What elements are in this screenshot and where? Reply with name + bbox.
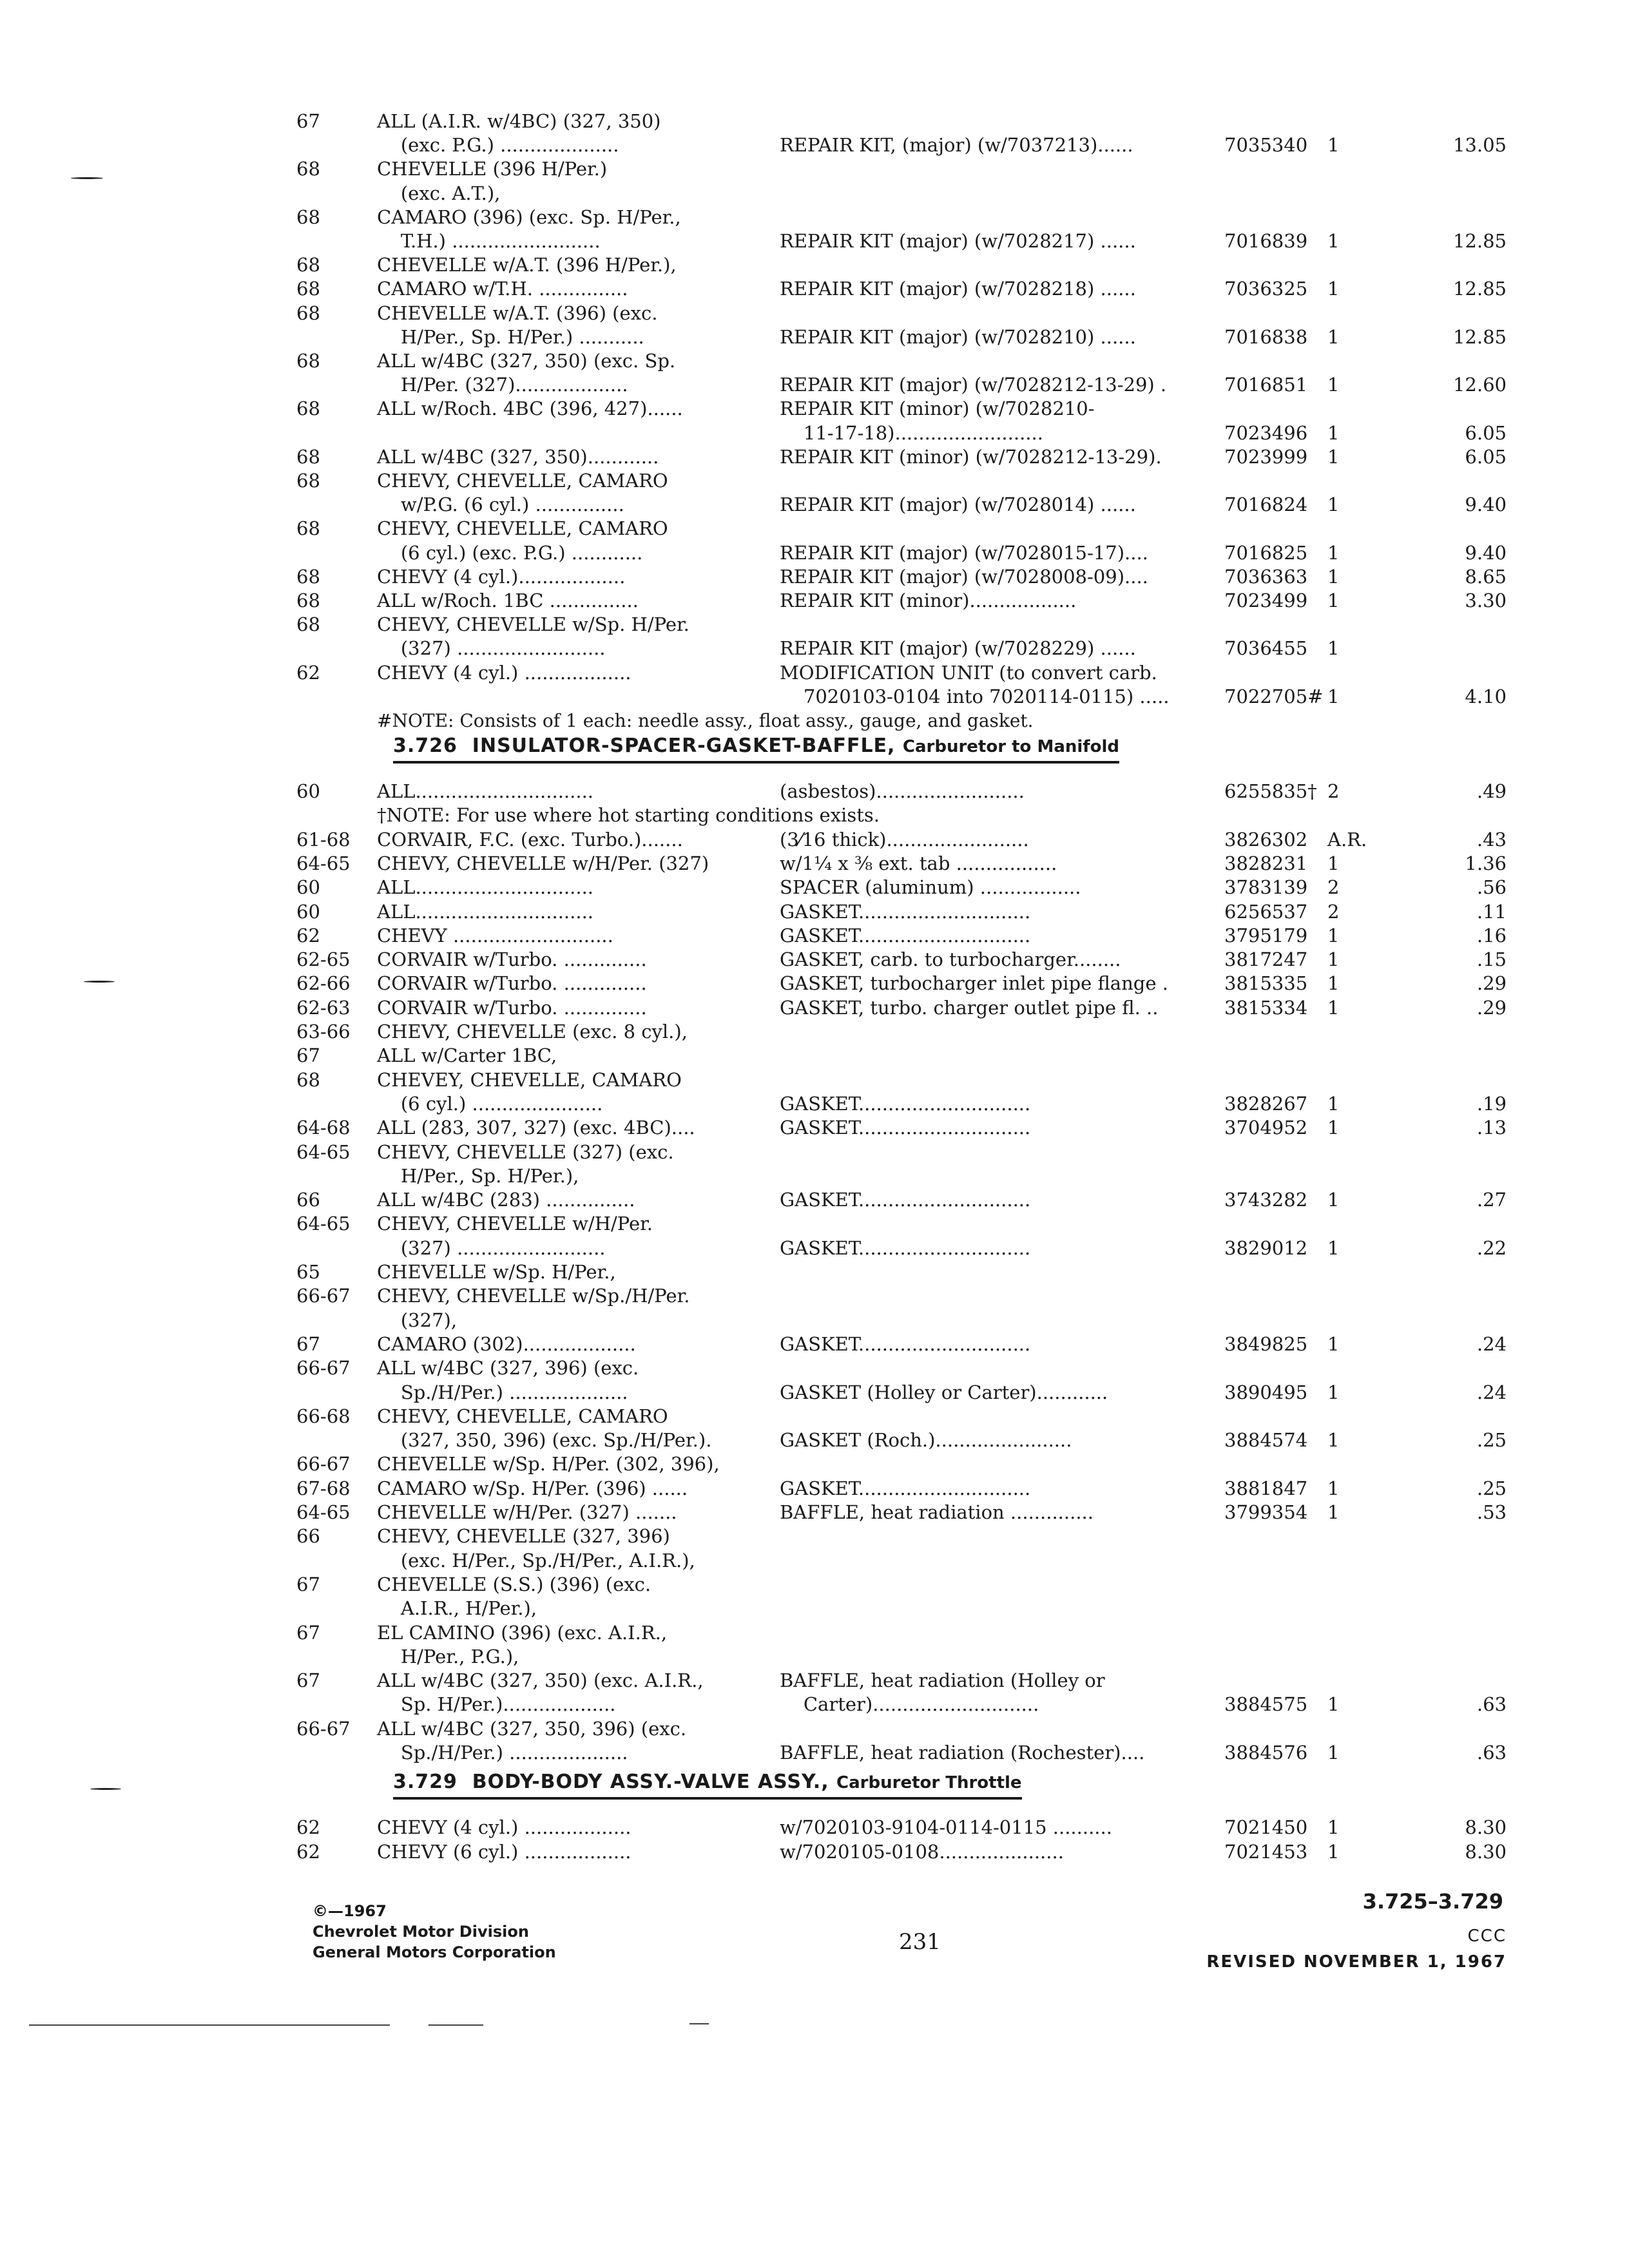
model-year: 62 — [296, 1841, 320, 1863]
part-number: 3704952 — [1224, 1117, 1308, 1139]
part-description: GASKET............................. — [780, 900, 1031, 923]
list-price: 6.05 — [1465, 421, 1507, 444]
code: CCC — [1467, 1927, 1507, 1946]
part-description: REPAIR KIT (major) (w/7028229) ...... — [780, 637, 1136, 660]
model-year: 61-68 — [296, 828, 351, 850]
part-number: 3890495 — [1224, 1381, 1308, 1403]
application: CAMARO w/Sp. H/Per. (396) ...... — [377, 1477, 688, 1499]
part-description: REPAIR KIT (major) (w/7028218) ...... — [780, 278, 1136, 300]
quantity: 1 — [1327, 852, 1340, 874]
model-year: 68 — [296, 613, 320, 636]
application: ALL.............................. — [377, 780, 594, 802]
model-year: 67-68 — [296, 1477, 351, 1499]
list-price: .22 — [1476, 1236, 1507, 1259]
list-price: .11 — [1476, 900, 1507, 923]
part-number: 3795179 — [1224, 924, 1308, 947]
quantity: 1 — [1327, 230, 1340, 252]
model-year: 62-65 — [296, 948, 351, 971]
list-price: 9.40 — [1465, 494, 1507, 516]
part-number: 3828231 — [1224, 852, 1308, 874]
application: CHEVY, CHEVELLE, CAMARO — [377, 470, 668, 492]
quantity: 1 — [1327, 278, 1340, 300]
application: CHEVELLE w/A.T. (396) (exc. — [377, 302, 658, 324]
quantity: 1 — [1327, 590, 1340, 611]
part-number: 7016851 — [1224, 374, 1308, 396]
list-price: .13 — [1476, 1117, 1507, 1139]
application: Sp./H/Per.) .................... — [377, 1742, 628, 1763]
part-description: REPAIR KIT (major) (w/7028014) ...... — [780, 494, 1136, 516]
model-year: 68 — [296, 590, 320, 611]
part-number: 7021453 — [1224, 1841, 1308, 1863]
application: EL CAMINO (396) (exc. A.I.R., — [377, 1621, 668, 1644]
part-number: 3829012 — [1224, 1236, 1308, 1259]
model-year: 62 — [296, 661, 320, 684]
model-year: 68 — [296, 398, 320, 420]
model-year: 60 — [296, 876, 320, 899]
quantity: 1 — [1327, 1816, 1340, 1838]
quantity: 1 — [1327, 1092, 1340, 1115]
quantity: 1 — [1327, 445, 1340, 468]
part-number: 7036325 — [1224, 278, 1308, 300]
part-number: 7023999 — [1224, 445, 1308, 468]
application: w/P.G. (6 cyl.) ............... — [377, 494, 624, 516]
part-description: 7020103-0104 into 7020114-0115) ..... — [780, 685, 1170, 707]
model-year: 67 — [296, 1044, 320, 1067]
model-year: 66-67 — [296, 1285, 351, 1307]
part-description: GASKET............................. — [780, 1477, 1031, 1499]
part-number: 3828267 — [1224, 1092, 1308, 1115]
part-description: REPAIR KIT (major) (w/7028210) ...... — [780, 325, 1136, 348]
part-number: 7036455 — [1224, 637, 1308, 660]
quantity: 1 — [1327, 494, 1340, 516]
corporation-name: General Motors Corporation — [313, 1943, 556, 1961]
model-year: 68 — [296, 158, 320, 180]
model-year: 63-66 — [296, 1021, 351, 1043]
model-year: 64-65 — [296, 1140, 351, 1163]
model-year: 66 — [296, 1189, 320, 1211]
list-price: .29 — [1476, 996, 1507, 1019]
list-price: 12.85 — [1452, 230, 1507, 252]
part-description: SPACER (aluminum) ................. — [780, 876, 1081, 899]
model-year: 68 — [296, 206, 320, 228]
model-year: 64-65 — [296, 1213, 351, 1235]
application: (327) ......................... — [377, 637, 606, 660]
model-year: 67 — [296, 1332, 320, 1355]
application: CHEVY (4 cyl.) .................. — [377, 661, 631, 684]
part-description: REPAIR KIT (major) (w/7028008-09).... — [780, 565, 1148, 588]
part-description: w/1¼ x ⅜ ext. tab ................. — [780, 852, 1057, 874]
part-number: 3884576 — [1224, 1742, 1308, 1763]
application: (327, 350, 396) (exc. Sp./H/Per.). — [377, 1429, 712, 1452]
model-year: 64-65 — [296, 1501, 351, 1523]
scan-edge-line — [689, 2023, 709, 2024]
application: H/Per. (327)................... — [377, 374, 628, 396]
list-price: 12.60 — [1452, 374, 1507, 396]
copyright: ©—1967 — [313, 1902, 387, 1920]
model-year: 64-68 — [296, 1117, 351, 1139]
section-number: 3.726 — [393, 735, 458, 757]
part-number: 3826302 — [1224, 828, 1308, 850]
application: ALL w/4BC (327, 350) (exc. A.I.R., — [377, 1669, 704, 1692]
application: CHEVY, CHEVELLE, CAMARO — [377, 517, 668, 540]
scan-edge-line — [29, 2024, 390, 2026]
section-heading-3726 — [393, 735, 1119, 764]
quantity: 1 — [1327, 1742, 1340, 1763]
quantity: 1 — [1327, 996, 1340, 1019]
part-description: BAFFLE, heat radiation (Holley or — [780, 1669, 1105, 1692]
model-year: 66 — [296, 1525, 320, 1548]
application: CHEVY, CHEVELLE (exc. 8 cyl.), — [377, 1021, 688, 1043]
section-range: 3.725–3.729 — [1362, 1889, 1503, 1914]
application: H/Per., Sp. H/Per.), — [377, 1164, 579, 1187]
part-number: 6256537 — [1224, 900, 1308, 923]
list-price: 3.30 — [1465, 590, 1507, 611]
application: ALL (A.I.R. w/4BC) (327, 350) — [377, 110, 661, 132]
list-price: .29 — [1476, 972, 1507, 995]
quantity: 1 — [1327, 924, 1340, 947]
application: (327) ......................... — [377, 1236, 606, 1259]
model-year: 68 — [296, 350, 320, 372]
application: CORVAIR, F.C. (exc. Turbo.)....... — [377, 828, 683, 850]
note-modification-unit: #NOTE: Consists of 1 each: needle assy., float assy., gauge, and gasket. — [377, 710, 1034, 731]
part-description: GASKET............................. — [780, 1092, 1031, 1115]
section-title: BODY-BODY ASSY.-VALVE ASSY., — [472, 1771, 829, 1793]
part-number: 3849825 — [1224, 1332, 1308, 1355]
application: CHEVELLE (S.S.) (396) (exc. — [377, 1573, 651, 1595]
part-number: 3815335 — [1224, 972, 1308, 995]
section-subtitle: Carburetor to Manifold — [902, 737, 1119, 756]
part-description: GASKET (Holley or Carter)............ — [780, 1381, 1108, 1403]
list-price: 12.85 — [1452, 325, 1507, 348]
list-price: .25 — [1476, 1477, 1507, 1499]
application: (exc. H/Per., Sp./H/Per., A.I.R.), — [377, 1549, 695, 1571]
part-number: 7016838 — [1224, 325, 1308, 348]
application: ALL.............................. — [377, 900, 594, 923]
part-description: GASKET............................. — [780, 924, 1031, 947]
model-year: 66-68 — [296, 1405, 351, 1427]
application: CHEVY, CHEVELLE w/H/Per. (327) — [377, 852, 709, 874]
part-description: (3⁄16 thick)........................ — [780, 828, 1029, 850]
section-heading-3729 — [393, 1771, 1022, 1800]
quantity: 1 — [1327, 637, 1340, 660]
part-description: GASKET............................. — [780, 1236, 1031, 1259]
application: (exc. P.G.) .................... — [377, 134, 619, 157]
application: CHEVY, CHEVELLE w/Sp. H/Per. — [377, 613, 689, 636]
list-price: 12.85 — [1452, 278, 1507, 300]
margin-mark — [84, 981, 115, 983]
application: CHEVY, CHEVELLE w/Sp./H/Per. — [377, 1285, 690, 1307]
part-description: GASKET............................. — [780, 1189, 1031, 1211]
quantity: 1 — [1327, 1841, 1340, 1863]
application: ALL w/4BC (327, 396) (exc. — [377, 1357, 639, 1379]
model-year: 62 — [296, 924, 320, 947]
part-number: 7035340 — [1224, 134, 1308, 157]
list-price: .63 — [1476, 1693, 1507, 1716]
section-title: INSULATOR-SPACER-GASKET-BAFFLE, — [472, 735, 896, 757]
part-description: REPAIR KIT (major) (w/7028217) ...... — [780, 230, 1136, 252]
part-description: REPAIR KIT (major) (w/7028212-13-29) . — [780, 374, 1167, 396]
list-price: .24 — [1476, 1332, 1507, 1355]
quantity: 2 — [1327, 900, 1340, 923]
part-description: BAFFLE, heat radiation (Rochester).... — [780, 1742, 1145, 1763]
quantity: 1 — [1327, 1477, 1340, 1499]
margin-mark — [71, 177, 103, 179]
application: A.I.R., H/Per.), — [377, 1597, 537, 1620]
list-price: 8.65 — [1465, 565, 1507, 588]
part-description: GASKET, turbocharger inlet pipe flange . — [780, 972, 1168, 995]
list-price: .15 — [1476, 948, 1507, 971]
model-year: 66-67 — [296, 1453, 351, 1475]
model-year: 67 — [296, 1669, 320, 1692]
part-number: 3884574 — [1224, 1429, 1308, 1452]
part-description: (asbestos)......................... — [780, 780, 1025, 802]
application: T.H.) ......................... — [377, 230, 601, 252]
quantity: 1 — [1327, 1429, 1340, 1452]
quantity: 1 — [1327, 1189, 1340, 1211]
application: CAMARO w/T.H. ............... — [377, 278, 628, 300]
list-price: 1.36 — [1465, 852, 1507, 874]
part-number: 3743282 — [1224, 1189, 1308, 1211]
section-subtitle: Carburetor Throttle — [836, 1773, 1022, 1792]
part-description: GASKET, carb. to turbocharger........ — [780, 948, 1121, 971]
scan-edge-line — [429, 2024, 483, 2026]
part-description: GASKET............................. — [780, 1332, 1031, 1355]
list-price: .19 — [1476, 1092, 1507, 1115]
part-description: GASKET (Roch.)....................... — [780, 1429, 1072, 1452]
part-description: Carter)............................ — [780, 1693, 1039, 1716]
part-description: REPAIR KIT (minor) (w/7028210- — [780, 398, 1095, 420]
application: ALL w/Roch. 4BC (396, 427)...... — [377, 398, 683, 420]
application: ALL.............................. — [377, 876, 594, 899]
application: H/Per., Sp. H/Per.) ........... — [377, 325, 644, 348]
part-number: 7021450 — [1224, 1816, 1308, 1838]
part-number: 6255835† — [1224, 780, 1317, 802]
quantity: A.R. — [1327, 828, 1367, 850]
model-year: 65 — [296, 1261, 320, 1283]
application: CORVAIR w/Turbo. .............. — [377, 948, 647, 971]
list-price: .53 — [1476, 1501, 1507, 1523]
application: CHEVY, CHEVELLE (327, 396) — [377, 1525, 670, 1548]
part-number: 3881847 — [1224, 1477, 1308, 1499]
application: H/Per., P.G.), — [377, 1645, 519, 1667]
model-year: 66-67 — [296, 1717, 351, 1740]
list-price: .16 — [1476, 924, 1507, 947]
application: CHEVY, CHEVELLE, CAMARO — [377, 1405, 668, 1427]
application: Sp./H/Per.) .................... — [377, 1381, 628, 1403]
model-year: 68 — [296, 470, 320, 492]
quantity: 1 — [1327, 1693, 1340, 1716]
quantity: 2 — [1327, 780, 1340, 802]
part-description: w/7020103-9104-0114-0115 .......... — [780, 1816, 1112, 1838]
part-number: 7016839 — [1224, 230, 1308, 252]
application: ALL w/4BC (327, 350, 396) (exc. — [377, 1717, 687, 1740]
application: CHEVEY, CHEVELLE, CAMARO — [377, 1068, 682, 1091]
quantity: 1 — [1327, 972, 1340, 995]
part-description: REPAIR KIT (minor).................. — [780, 590, 1077, 611]
part-number: 7036363 — [1224, 565, 1308, 588]
part-description: MODIFICATION UNIT (to convert carb. — [780, 661, 1157, 684]
application: ALL w/4BC (327, 350) (exc. Sp. — [377, 350, 676, 372]
application: ALL w/4BC (327, 350)............ — [377, 445, 659, 468]
part-number: 3817247 — [1224, 948, 1308, 971]
quantity: 1 — [1327, 134, 1340, 157]
part-number: 3884575 — [1224, 1693, 1308, 1716]
revised-date: REVISED NOVEMBER 1, 1967 — [1206, 1952, 1507, 1972]
model-year: 66-67 — [296, 1357, 351, 1379]
application: CHEVY (4 cyl.) .................. — [377, 1816, 631, 1838]
model-year: 68 — [296, 565, 320, 588]
model-year: 67 — [296, 1621, 320, 1644]
application: (327), — [377, 1309, 458, 1331]
application: CHEVELLE w/Sp. H/Per., — [377, 1261, 616, 1283]
application: ALL (283, 307, 327) (exc. 4BC).... — [377, 1117, 695, 1139]
part-description: 11-17-18)......................... — [780, 421, 1043, 444]
list-price: 9.40 — [1465, 541, 1507, 564]
part-description: GASKET, turbo. charger outlet pipe fl. .. — [780, 996, 1159, 1019]
quantity: 1 — [1327, 565, 1340, 588]
model-year: 68 — [296, 445, 320, 468]
list-price: .27 — [1476, 1189, 1507, 1211]
model-year: 60 — [296, 780, 320, 802]
part-number: 3815334 — [1224, 996, 1308, 1019]
application: CHEVY ........................... — [377, 924, 613, 947]
model-year: 62-63 — [296, 996, 351, 1019]
model-year: 60 — [296, 900, 320, 923]
quantity: 1 — [1327, 1332, 1340, 1355]
quantity: 1 — [1327, 541, 1340, 564]
list-price: .25 — [1476, 1429, 1507, 1452]
model-year: 67 — [296, 1573, 320, 1595]
model-year: 68 — [296, 517, 320, 540]
part-description: GASKET............................. — [780, 1117, 1031, 1139]
quantity: 1 — [1327, 374, 1340, 396]
division-name: Chevrolet Motor Division — [313, 1923, 529, 1941]
quantity: 1 — [1327, 1117, 1340, 1139]
page-number: 231 — [899, 1929, 941, 1955]
part-description: REPAIR KIT (major) (w/7028015-17).... — [780, 541, 1148, 564]
model-year: 68 — [296, 278, 320, 300]
part-number: 7022705# — [1224, 685, 1324, 707]
part-description: BAFFLE, heat radiation .............. — [780, 1501, 1094, 1523]
list-price: 8.30 — [1465, 1816, 1507, 1838]
quantity: 1 — [1327, 948, 1340, 971]
part-number: 3799354 — [1224, 1501, 1308, 1523]
margin-mark — [90, 1788, 121, 1790]
list-price: 8.30 — [1465, 1841, 1507, 1863]
part-number: 7016825 — [1224, 541, 1308, 564]
model-year: 62-66 — [296, 972, 351, 995]
application: CHEVY (6 cyl.) .................. — [377, 1841, 631, 1863]
part-description: w/7020105-0108..................... — [780, 1841, 1064, 1863]
application: CHEVELLE w/H/Per. (327) ....... — [377, 1501, 677, 1523]
application: ALL w/Roch. 1BC ............... — [377, 590, 639, 611]
part-number: 7023499 — [1224, 590, 1308, 611]
application: ALL w/4BC (283) ............... — [377, 1189, 635, 1211]
list-price: .63 — [1476, 1742, 1507, 1763]
application: Sp. H/Per.)................... — [377, 1693, 616, 1716]
quantity: 1 — [1327, 1236, 1340, 1259]
list-price: 13.05 — [1452, 134, 1507, 157]
list-price: .56 — [1476, 876, 1507, 899]
list-price: 4.10 — [1465, 685, 1507, 707]
application: (exc. A.T.), — [377, 182, 501, 204]
quantity: 2 — [1327, 876, 1340, 899]
application: CHEVELLE w/A.T. (396 H/Per.), — [377, 254, 677, 276]
quantity: 1 — [1327, 421, 1340, 444]
application: ALL w/Carter 1BC, — [377, 1044, 557, 1067]
part-number: 7016824 — [1224, 494, 1308, 516]
part-number: 7023496 — [1224, 421, 1308, 444]
application: CHEVELLE (396 H/Per.) — [377, 158, 608, 180]
list-price: 6.05 — [1465, 445, 1507, 468]
part-description: REPAIR KIT (minor) (w/7028212-13-29). — [780, 445, 1162, 468]
quantity: 1 — [1327, 685, 1340, 707]
application: CHEVY, CHEVELLE w/H/Per. — [377, 1213, 653, 1235]
model-year: 68 — [296, 302, 320, 324]
application: CORVAIR w/Turbo. .............. — [377, 996, 647, 1019]
list-price: .49 — [1476, 780, 1507, 802]
application: CHEVELLE w/Sp. H/Per. (302, 396), — [377, 1453, 720, 1475]
section-number: 3.729 — [393, 1771, 458, 1793]
part-number: 3783139 — [1224, 876, 1308, 899]
application: CORVAIR w/Turbo. .............. — [377, 972, 647, 995]
model-year: 68 — [296, 1068, 320, 1091]
part-description: REPAIR KIT, (major) (w/7037213)...... — [780, 134, 1133, 157]
application: †NOTE: For use where hot starting conditions exists. — [377, 804, 880, 827]
model-year: 64-65 — [296, 852, 351, 874]
application: CAMARO (302)................... — [377, 1332, 636, 1355]
application: CHEVY, CHEVELLE (327) (exc. — [377, 1140, 674, 1163]
model-year: 67 — [296, 110, 320, 132]
quantity: 1 — [1327, 325, 1340, 348]
application: (6 cyl.) (exc. P.G.) ............ — [377, 541, 643, 564]
list-price: .43 — [1476, 828, 1507, 850]
model-year: 68 — [296, 254, 320, 276]
model-year: 62 — [296, 1816, 320, 1838]
quantity: 1 — [1327, 1381, 1340, 1403]
quantity: 1 — [1327, 1501, 1340, 1523]
application: CHEVY (4 cyl.).................. — [377, 565, 626, 588]
application: (6 cyl.) ...................... — [377, 1092, 603, 1115]
list-price: .24 — [1476, 1381, 1507, 1403]
application: CAMARO (396) (exc. Sp. H/Per., — [377, 206, 681, 228]
